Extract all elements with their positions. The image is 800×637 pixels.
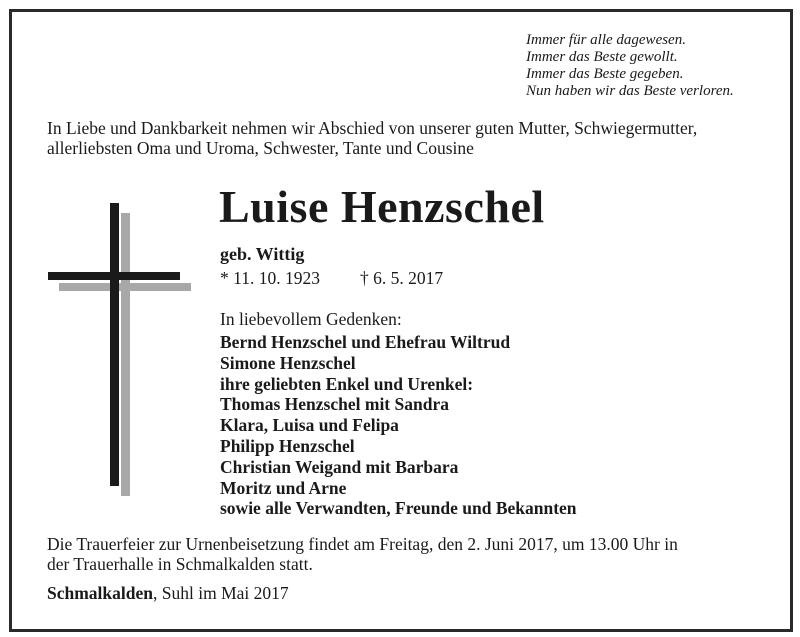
- place-city: Schmalkalden: [47, 583, 153, 603]
- born-name: geb. Wittig: [220, 244, 305, 264]
- poem-line: Nun haben wir das Beste verloren.: [526, 83, 734, 99]
- place-rest: , Suhl im Mai 2017: [153, 583, 289, 603]
- memory-label: In liebevollem Gedenken:: [220, 309, 402, 329]
- mourner-line: Simone Henzschel: [220, 352, 356, 373]
- mourners-list: [220, 332, 577, 519]
- death-date: † 6. 5. 2017: [359, 268, 444, 288]
- poem-line: Immer das Beste gewollt.: [526, 49, 678, 65]
- mourner-line: Thomas Henzschel mit Sandra: [220, 394, 449, 415]
- intro-line: allerliebsten Oma und Uroma, Schwester, Tante und Cousine: [47, 137, 474, 158]
- poem-line: Immer das Beste gegeben.: [526, 66, 684, 82]
- mourner-line: Christian Weigand mit Barbara: [220, 456, 459, 477]
- service-line: Die Trauerfeier zur Urnenbeisetzung findet am Freitag, den 2. Juni 2017, um 13.00 Uhr in: [47, 534, 678, 554]
- mourner-line: Moritz und Arne: [220, 477, 347, 498]
- service-info: [47, 535, 767, 574]
- mourner-line: sowie alle Verwandten, Freunde und Bekannten: [220, 498, 577, 519]
- birth-date: * 11. 10. 1923: [220, 268, 320, 288]
- life-dates: [220, 268, 443, 289]
- deceased-name: Luise Henzschel: [219, 181, 545, 232]
- service-line: der Trauerhalle in Schmalkalden statt.: [47, 553, 313, 574]
- mourner-line: Klara, Luisa und Felipa: [220, 415, 399, 436]
- mourner-line: ihre geliebten Enkel und Urenkel:: [220, 373, 474, 394]
- poem: [526, 32, 786, 100]
- place-date: [47, 583, 289, 604]
- poem-line: Immer für alle dagewesen.: [526, 32, 686, 48]
- mourner-line: Philipp Henzschel: [220, 435, 355, 456]
- mourner-line: Bernd Henzschel und Ehefrau Wiltrud: [220, 332, 511, 352]
- intro-text: [47, 119, 767, 158]
- intro-line: In Liebe und Dankbarkeit nehmen wir Abschied von unserer guten Mutter, Schwiegermutter,: [47, 118, 698, 138]
